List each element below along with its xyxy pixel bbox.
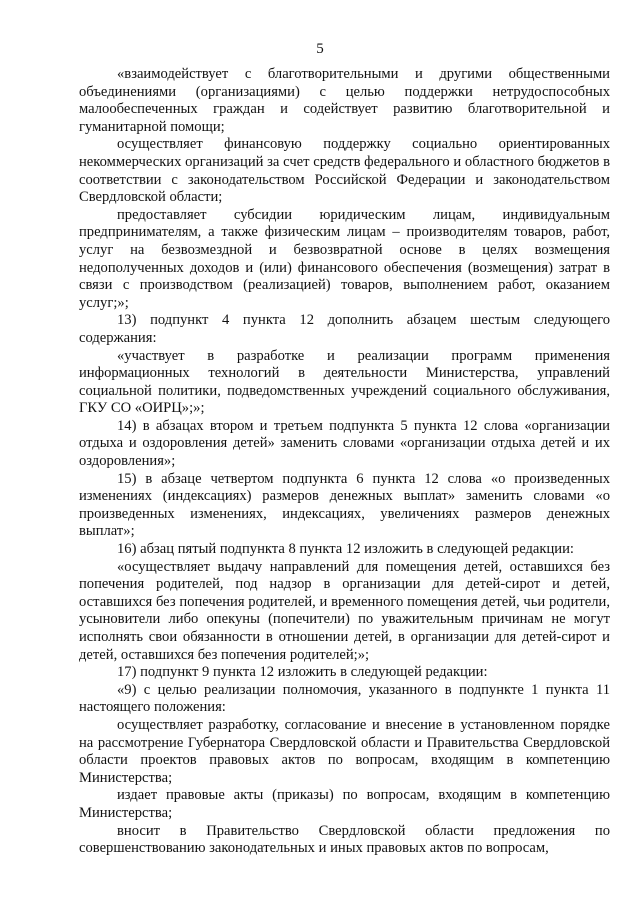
paragraph-3: предоставляет субсидии юридическим лицам, индивидуальным предпринимателям, а также физическим лицам – производителям товаров, работ, услуг на безвозмездной и безвозвратной основе в целях возмещения недополученных доходов и (или) финансового обеспечения (возмещения) затрат в связи с производством (реализацией) товаров, выполнением работ, оказанием услуг;»; <box>79 206 610 311</box>
paragraph-8: 16) абзац пятый подпункта 8 пункта 12 изложить в следующей редакции: <box>117 541 574 558</box>
paragraph-12: осуществляет разработку, согласование и внесение в установленном порядке на рассмотрение Губернатора Свердловской области и Правительства Свердловской области проектов правовых актов по вопросам, входящим в компетенцию Министерства; <box>79 716 610 786</box>
paragraph-14: вносит в Правительство Свердловской области предложения по совершенствованию законодательных и иных правовых актов по вопросам, <box>79 822 610 857</box>
document-body <box>79 66 610 858</box>
paragraph-9: «осуществляет выдачу направлений для помещения детей, оставшихся без попечения родителей, под надзор в организации для детей-сирот и детей, оставшихся без попечения родителей, и временного помещения детей, чьи родители, усыновители либо опекуны (попечители) по уважительным причинам не могут исполнять свои обязанности в отношении детей, в организации для детей-сирот и детей, оставшихся без попечения родителей;»; <box>79 558 610 663</box>
paragraph-7: 15) в абзаце четвертом подпункта 6 пункта 12 слова «о произведенных изменениях (индексациях) размеров денежных выплат» заменить словами «о произведенных изменениях, индексациях, увеличениях размеров денежных выплат»; <box>79 470 610 540</box>
page-number: 5 <box>316 41 324 57</box>
paragraph-1: «взаимодействует с благотворительными и другими общественными объединениями (организациями) с целью поддержки нетрудоспособных малообеспеченных граждан и содействует развитию благотворительной и гуманитарной помощи; <box>79 66 610 135</box>
paragraph-2: осуществляет финансовую поддержку социально ориентированных некоммерческих организаций за счет средств федерального и областного бюджетов в соответствии с законодательством Российской Федерации и законодательством Свердловской области; <box>79 136 610 206</box>
paragraph-11: «9) с целью реализации полномочия, указанного в подпункте 1 пункта 11 настоящего положения: <box>79 681 610 716</box>
paragraph-6: 14) в абзацах втором и третьем подпункта 5 пункта 12 слова «организации отдыха и оздоровления детей» заменить словами «организации отдыха детей и их оздоровления»; <box>79 417 610 470</box>
paragraph-4: 13) подпункт 4 пункта 12 дополнить абзацем шестым следующего содержания: <box>79 312 610 346</box>
paragraph-10: 17) подпункт 9 пункта 12 изложить в следующей редакции: <box>117 664 488 681</box>
paragraph-13: издает правовые акты (приказы) по вопросам, входящим в компетенцию Министерства; <box>79 787 610 821</box>
paragraph-5: «участвует в разработке и реализации программ применения информационных технологий в деятельности Министерства, управлений социальной политики, подведомственных учреждений социального обслуживания, ГКУ СО «ОИРЦ»;»; <box>79 347 610 417</box>
